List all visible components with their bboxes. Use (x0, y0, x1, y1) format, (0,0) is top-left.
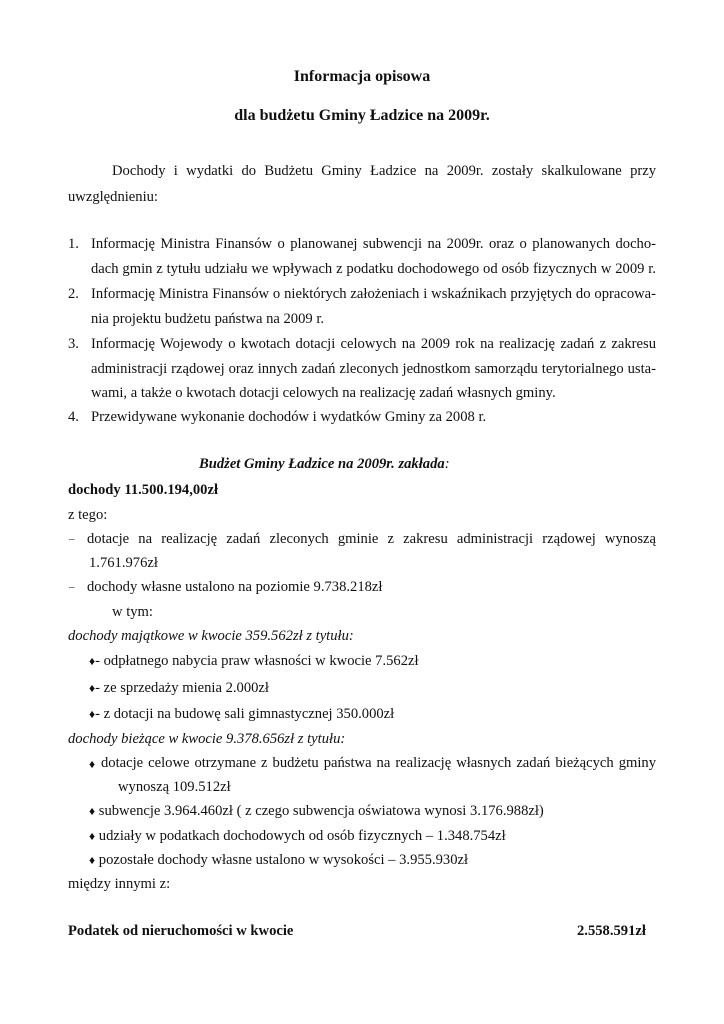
diamond-bullet-icon: ♦ (89, 681, 96, 695)
list-number-1: 1. (68, 236, 79, 252)
dash-item-1-line-1: dotacje na realizację zadań zleconych gminie z zakresu administracji rządowej wynoszą (87, 531, 656, 547)
property-item-1 (89, 653, 419, 670)
diamond-bullet-icon: ♦ (89, 654, 96, 668)
budget-heading-colon: : (444, 456, 450, 472)
document-subtitle: dla budżetu Gminy Ładzice na 2009r. (234, 107, 490, 124)
document-title: Informacja opisowa (293, 68, 431, 85)
property-item-2-text: - ze sprzedaży mienia 2.000zł (95, 680, 269, 696)
diamond-bullet-icon: ♦ (89, 853, 96, 867)
list-item-1-line-2: dach gmin z tytułu udziału we wpływach z podatku dochodowego od osób fizycznych w 2009 r. (91, 261, 656, 277)
diamond-bullet-icon: ♦ (89, 757, 96, 771)
property-item-3-text: - z dotacji na budowę sali gimnastycznej 350.000zł (95, 706, 395, 722)
list-item-3-line-3: wami, a także o kwotach dotacji celowych na realizację zadań własnych gminy. (91, 385, 556, 401)
property-item-1-text: - odpłatnego nabycia praw własności w kwocie 7.562zł (95, 653, 419, 669)
property-income-heading: dochody majątkowe w kwocie 359.562zł z tytułu: (68, 628, 354, 644)
dash-item-1-line-2: 1.761.976zł (89, 555, 158, 571)
intro-line-2: uwzględnieniu: (68, 189, 158, 205)
current-item-3 (89, 828, 506, 845)
dash-item-2: dochody własne ustalono na poziomie 9.738.218zł (87, 579, 383, 595)
total-income: dochody 11.500.194,00zł (68, 482, 219, 498)
property-item-3 (89, 706, 394, 723)
among-others-label: między innymi z: (68, 876, 171, 892)
current-item-4 (89, 852, 468, 869)
list-item-4-line-1: Przewidywane wykonanie dochodów i wydatków Gminy za 2008 r. (91, 409, 487, 425)
current-item-1-line-2: wynoszą 109.512zł (118, 779, 231, 795)
current-item-3-text: udziały w podatkach dochodowych od osób fizycznych – 1.348.754zł (98, 828, 506, 844)
dash-marker-1: – (69, 533, 75, 545)
list-item-1-line-1: Informację Ministra Finansów o planowanej subwencji na 2009r. oraz o planowanych docho- (91, 236, 656, 252)
list-number-3: 3. (68, 336, 79, 352)
current-item-1-line-1: dotacje celowe otrzymane z budżetu państwa na realizację własnych zadań bieżących gminy (101, 755, 656, 771)
list-number-2: 2. (68, 286, 79, 302)
budget-heading (199, 456, 450, 473)
property-tax-value: 2.558.591zł (577, 923, 646, 939)
current-item-2 (89, 803, 544, 820)
current-item-2-text: subwencje 3.964.460zł ( z czego subwencja oświatowa wynosi 3.176.988zł) (98, 803, 544, 819)
property-tax-label: Podatek od nieruchomości w kwocie (68, 923, 294, 939)
list-item-2-line-2: nia projektu budżetu państwa na 2009 r. (91, 311, 325, 327)
diamond-bullet-icon: ♦ (89, 707, 96, 721)
diamond-bullet-icon: ♦ (89, 804, 96, 818)
list-item-3-line-2: administracji rządowej oraz innych zadań zleconych jednostkom samorządu terytorialnego usta- (91, 361, 656, 377)
dash-marker-2: – (69, 581, 75, 593)
property-item-2 (89, 680, 269, 697)
current-income-heading: dochody bieżące w kwocie 9.378.656zł z tytułu: (68, 731, 346, 747)
intro-line-1: Dochody i wydatki do Budżetu Gminy Ładzice na 2009r. zostały skalkulowane przy (112, 163, 656, 179)
budget-heading-text: Budżet Gminy Ładzice na 2009r. zakłada (199, 456, 445, 472)
current-item-4-text: pozostałe dochody własne ustalono w wysokości – 3.955.930zł (98, 852, 469, 868)
list-number-4: 4. (68, 409, 79, 425)
z-tego-label: z tego: (68, 507, 108, 523)
list-item-3-line-1: Informację Wojewody o kwotach dotacji celowych na 2009 rok na realizację zadań z zakresu (91, 336, 656, 352)
diamond-bullet-icon: ♦ (89, 829, 96, 843)
list-item-2-line-1: Informację Ministra Finansów o niektórych założeniach i wskaźnikach przyjętych do opracowa- (91, 286, 656, 302)
w-tym-label: w tym: (112, 604, 153, 620)
